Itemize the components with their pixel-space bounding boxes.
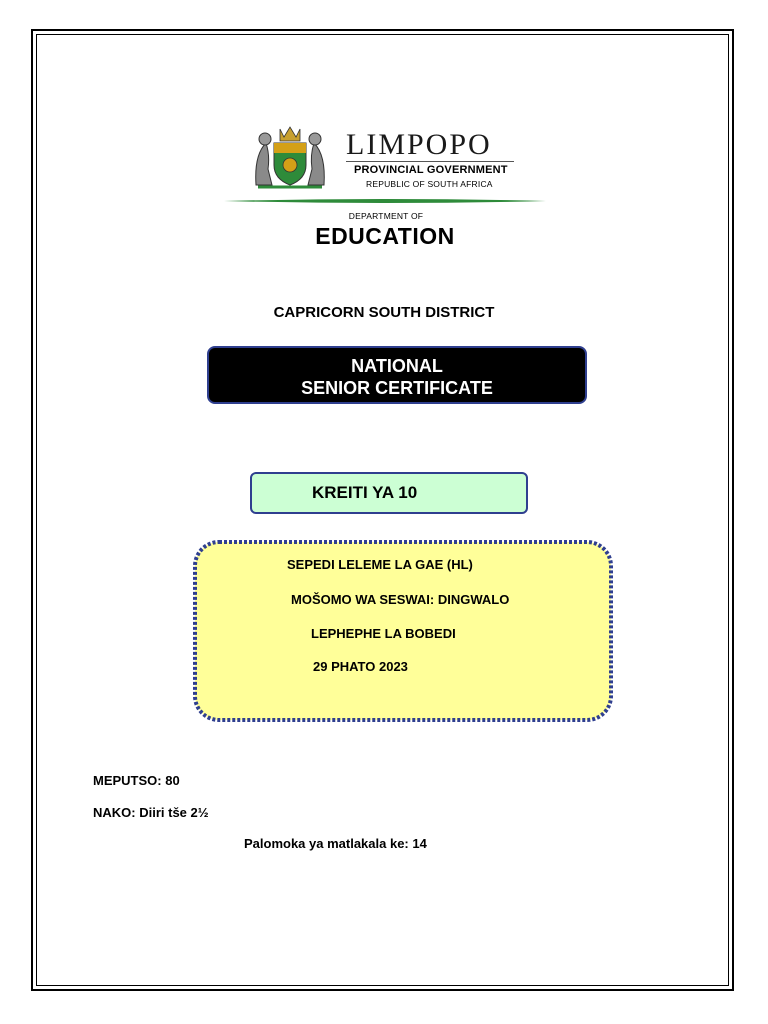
green-divider xyxy=(224,198,546,204)
paper-number-line: LEPHEPHE LA BOBEDI xyxy=(311,626,456,641)
subject-line: SEPEDI LELEME LA GAE (HL) xyxy=(287,557,473,572)
marks-info: MEPUTSO: 80 xyxy=(93,773,180,788)
page-count-info: Palomoka ya matlakala ke: 14 xyxy=(244,836,427,851)
department-of: DEPARTMENT OF xyxy=(348,211,424,221)
time-info: NAKO: Diiri tše 2½ xyxy=(93,805,209,820)
paper-info-box xyxy=(190,537,616,725)
task-line: MOŠOMO WA SESWAI: DINGWALO xyxy=(291,592,510,607)
certificate-line-2: SENIOR CERTIFICATE xyxy=(301,378,493,398)
district-title: CAPRICORN SOUTH DISTRICT xyxy=(273,304,495,321)
grade-label: KREITI YA 10 xyxy=(312,483,418,502)
date-line: 29 PHATO 2023 xyxy=(313,659,408,674)
province-name: LIMPOPO xyxy=(346,128,492,161)
provincial-government: PROVINCIAL GOVERNMENT xyxy=(354,164,508,176)
limpopo-logo xyxy=(250,125,530,195)
department-name: EDUCATION xyxy=(315,223,455,249)
certificate-banner xyxy=(207,346,587,404)
grade-banner xyxy=(250,472,528,514)
republic-name: REPUBLIC OF SOUTH AFRICA xyxy=(366,179,493,189)
coat-of-arms-icon xyxy=(250,125,330,191)
logo-divider xyxy=(346,161,514,162)
certificate-line-1: NATIONAL xyxy=(351,356,443,376)
